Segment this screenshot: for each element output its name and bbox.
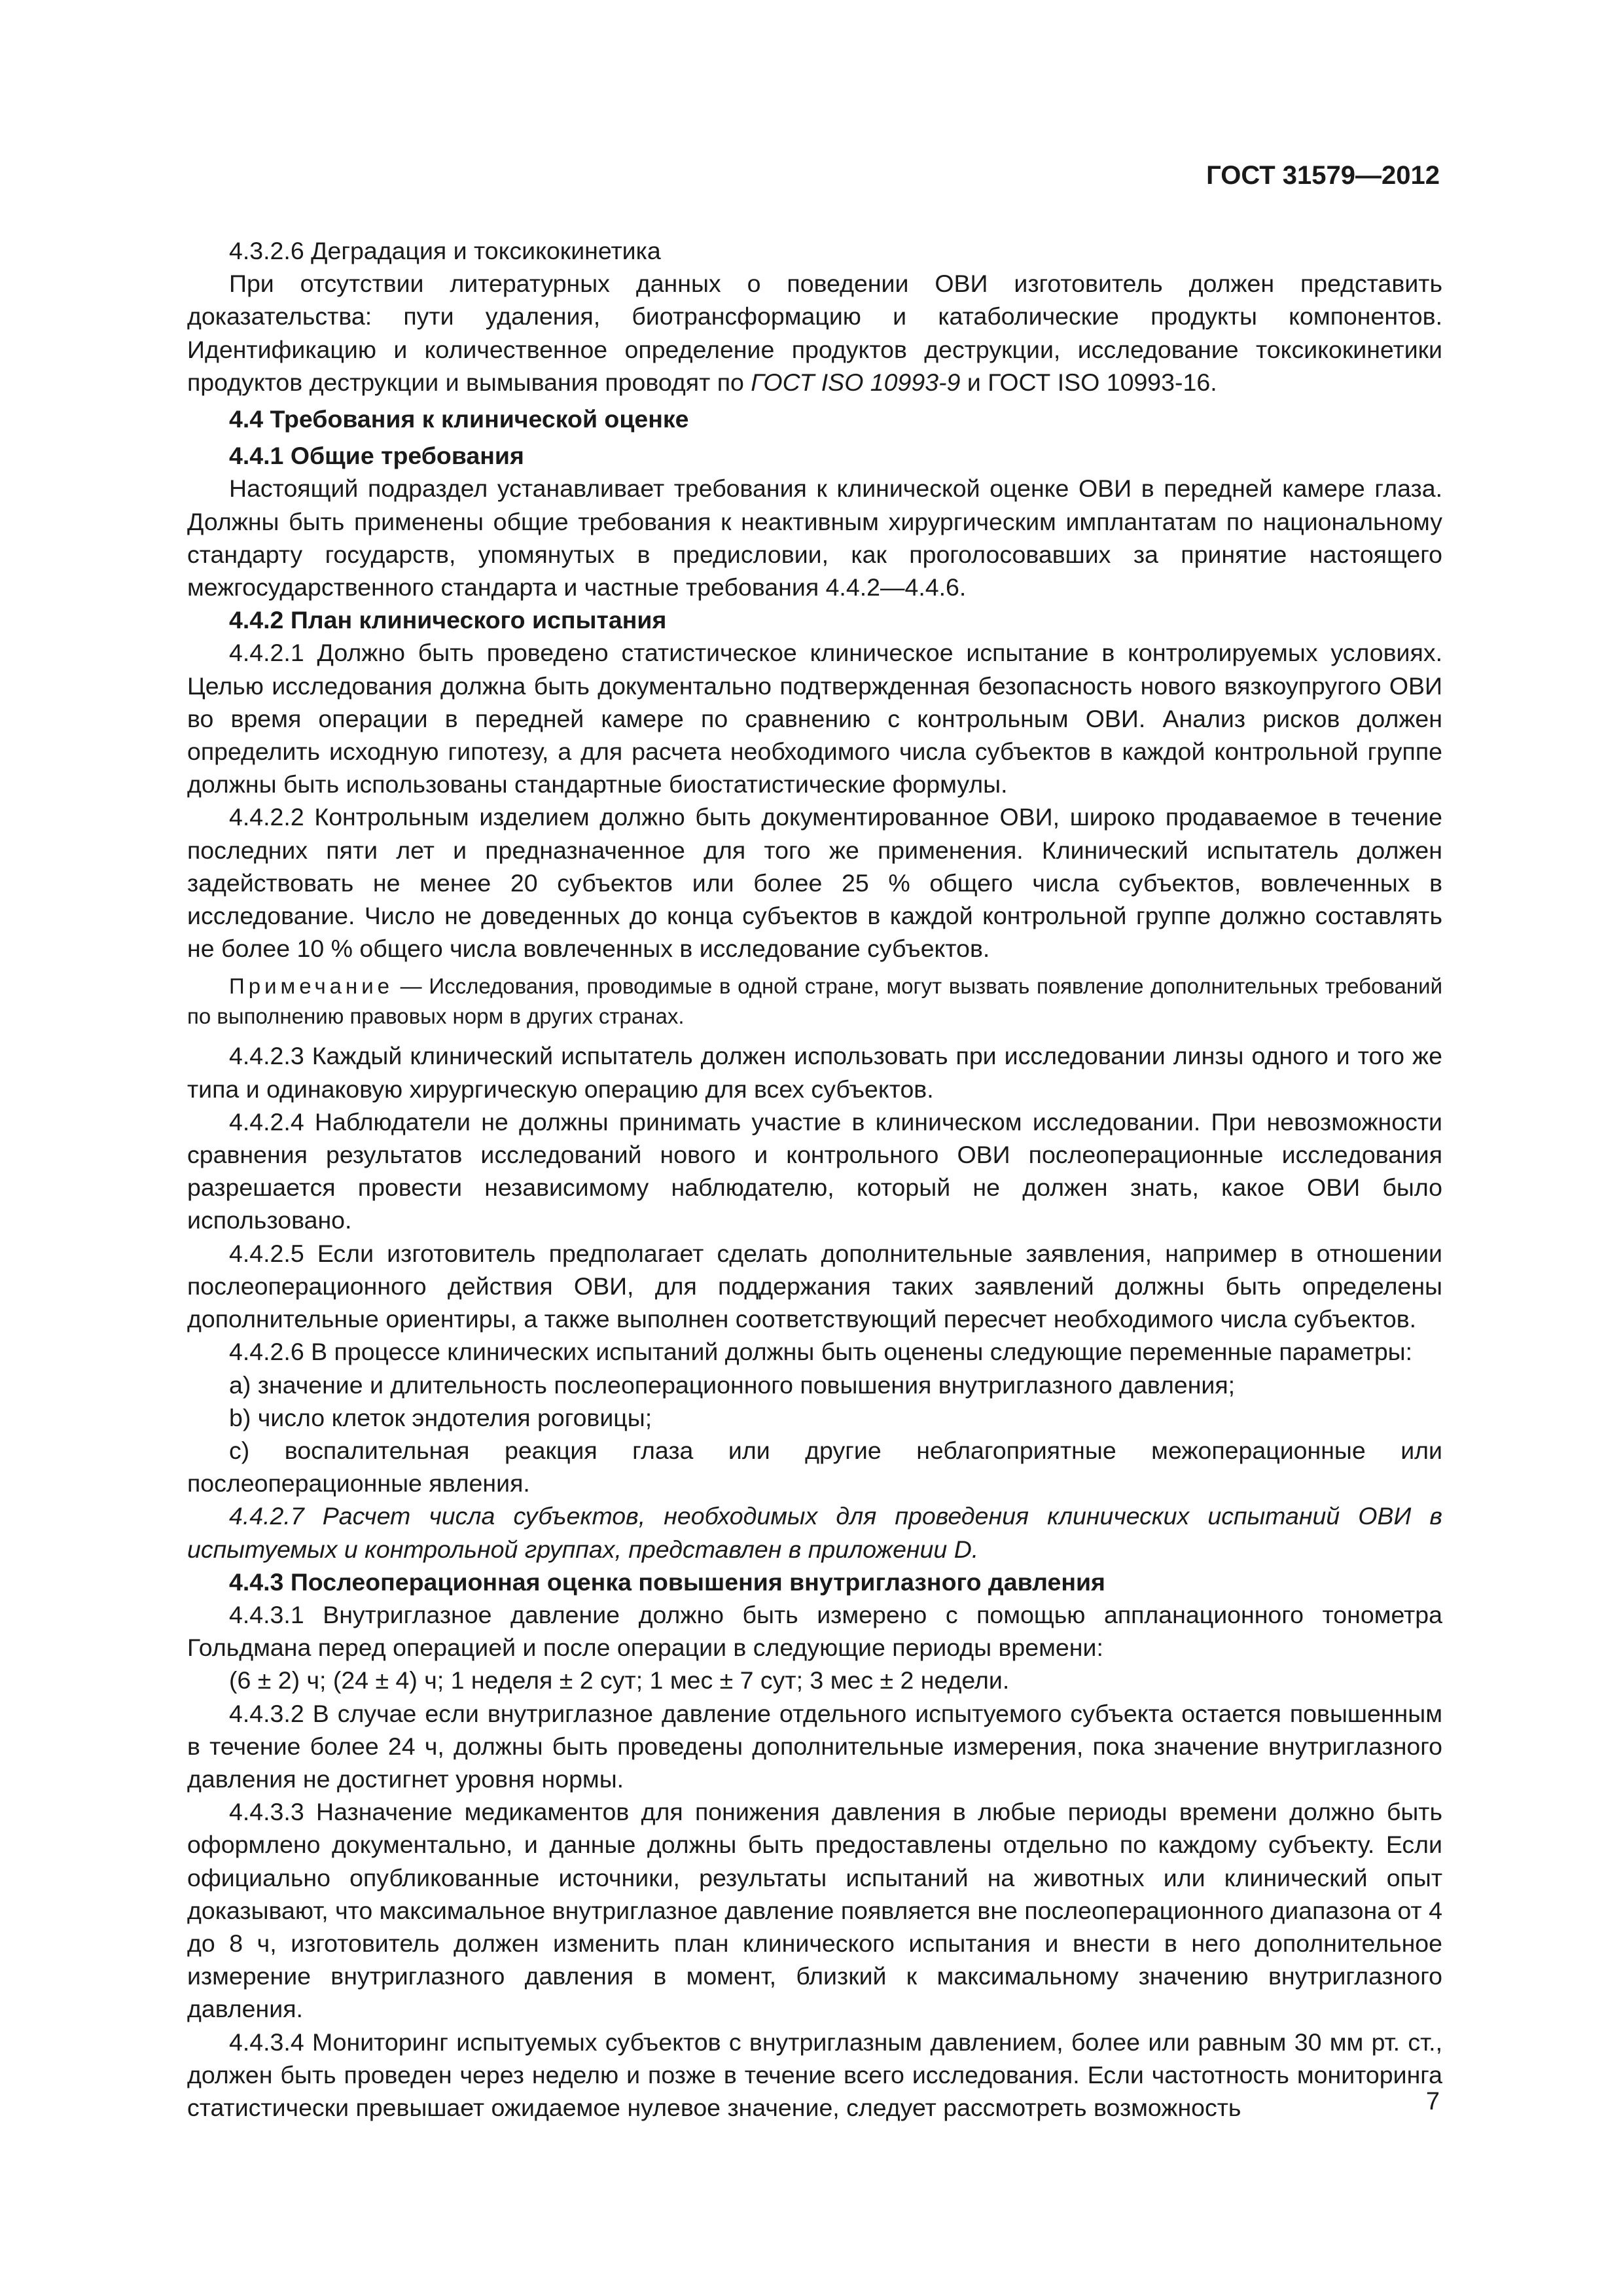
clause-4-4-2-7: 4.4.2.7 Расчет числа субъектов, необходимых для проведения клинических испытаний ОВИ в испытуемых и контрольной группах, представлен в приложении D. xyxy=(187,1502,1442,1563)
page-content xyxy=(187,234,1442,2124)
clause-4-4-2-1: 4.4.2.1 Должно быть проведено статистическое клиническое испытание в контролируемых условиях. Целью исследования должна быть документально подтвержденная безопасность нового вязкоупругого ОВИ во время операции в передней камере по сравнению с контрольным ОВИ. Анализ рисков должен определить исходную гипотезу, а для расчета необходимого числа субъектов в каждой контрольной группе должны быть использованы стандартные биостатистические формулы. xyxy=(187,639,1442,798)
clause-4-4-2-3: 4.4.2.3 Каждый клинический испытатель должен использовать при исследовании линзы одного и того же типа и одинаковую хирургическую операцию для всех субъектов. xyxy=(187,1042,1442,1103)
section-heading-4-4-3: 4.4.3 Послеоперационная оценка повышения внутриглазного давления xyxy=(229,1568,1105,1596)
clause-4-4-2-4: 4.4.2.4 Наблюдатели не должны принимать участие в клиническом исследовании. При невозможности сравнения результатов исследований нового и контрольного ОВИ послеоперационные исследования разрешается провести независимому наблюдателю, который не должен знать, какое ОВИ было использовано. xyxy=(187,1107,1442,1234)
clause-4-4-3-3: 4.4.3.3 Назначение медикаментов для понижения давления в любые периоды времени должно быть оформлено документально, и данные должны быть предоставлены отдельно по каждому субъекту. Если официально опубликованные источники, результаты испытаний на животных или клинический опыт доказывают, что максимальное внутриглазное давление появляется вне послеоперационного диапазона от 4 до 8 ч, изготовитель должен изменить план клинического испытания и внести в него дополнительное измерение внутриглазного давления в момент, близкий к максимальному значению внутриглазного давления. xyxy=(187,1798,1442,2023)
section-heading-4-4: 4.4 Требования к клинической оценке xyxy=(229,405,689,433)
clause-4-4-1-text: Настоящий подраздел устанавливает требования к клинической оценке ОВИ в передней камере глаза. Должны быть применены общие требования к неактивным хирургическим имплантатам по национальному стандарту государств, упомянутых в предисловии, как проголосовавших за принятие настоящего межгосударственного стандарта и частные требования 4.4.2—4.4.6. xyxy=(187,475,1442,601)
clause-4-4-3-2: 4.4.3.2 В случае если внутриглазное давление отдельного испытуемого субъекта остается повышенным в течение более 24 ч, должны быть проведены дополнительные измерения, пока значение внутриглазного давления не достигнет уровня нормы. xyxy=(187,1699,1442,1793)
clause-4-4-2-6: 4.4.2.6 В процессе клинических испытаний должны быть оценены следующие переменные параметры: xyxy=(229,1338,1413,1366)
clause-4-4-2-5: 4.4.2.5 Если изготовитель предполагает сделать дополнительные заявления, например в отношении послеоперационного действия ОВИ, для поддержания таких заявлений должны быть определены дополнительные ориентиры, а также выполнен соответствующий пересчет необходимого числа субъектов. xyxy=(187,1239,1442,1333)
clause-4-4-2-2: 4.4.2.2 Контрольным изделием должно быть документированное ОВИ, широко продаваемое в течение последних пяти лет и предназначенное для того же применения. Клинический испытатель должен задействовать не менее 20 субъектов или более 25 % общего числа субъектов, вовлеченных в исследование. Число не доведенных до конца субъектов в каждой контрольной группе должно составлять не более 10 % общего числа вовлеченных в исследование субъектов. xyxy=(187,803,1442,963)
note-label: Примечание xyxy=(229,974,394,999)
section-heading-4-4-2: 4.4.2 План клинического испытания xyxy=(229,606,667,634)
clause-4-3-2-6-title: 4.3.2.6 Деградация и токсикокинетика xyxy=(229,237,661,264)
list-item-a: а) значение и длительность послеоперационного повышения внутриглазного давления; xyxy=(229,1371,1236,1399)
section-heading-4-4-1: 4.4.1 Общие требования xyxy=(229,442,524,470)
list-item-b: b) число клеток эндотелия роговицы; xyxy=(229,1403,652,1431)
standard-reference: ГОСТ ISO 10993-9 xyxy=(751,368,961,396)
clause-4-4-3-1: 4.4.3.1 Внутриглазное давление должно быть измерено с помощью аппланационного тонометра Гольдмана перед операцией и после операции в следующие периоды времени: xyxy=(187,1600,1442,1662)
document-header: ГОСТ 31579—2012 xyxy=(1206,161,1440,190)
note-text: — Исследования, проводимые в одной стране, могут вызвать появление дополнительных требований по выполнению правовых норм в других странах. xyxy=(187,974,1442,1029)
list-item-c: с) воспалительная реакция глаза или другие неблагоприятные межоперационные или послеоперационные явления. xyxy=(187,1436,1442,1498)
note xyxy=(187,971,1442,1031)
page-number: 7 xyxy=(1425,2088,1440,2115)
measurement-times: (6 ± 2) ч; (24 ± 4) ч; 1 неделя ± 2 сут; 1 мес ± 7 сут; 3 мес ± 2 недели. xyxy=(229,1666,1010,1695)
clause-4-3-2-6-text: При отсутствии литературных данных о поведении ОВИ изготовитель должен представить доказательства: пути удаления, биотрансформацию и катаболические продукты компонентов. Идентификацию и количественное определение продуктов деструкции, исследование токсикокинетики продуктов деструкции и вымывания проводят по ГОСТ ISO 10993-9 и ГОСТ ISO 10993-16. xyxy=(187,270,1442,396)
clause-4-4-3-4: 4.4.3.4 Мониторинг испытуемых субъектов с внутриглазным давлением, более или равным 30 мм рт. ст., должен быть проведен через неделю и позже в течение всего исследования. Если частотность мониторинга статистически превышает ожидаемое нулевое значение, следует рассмотреть возможность xyxy=(187,2028,1442,2121)
